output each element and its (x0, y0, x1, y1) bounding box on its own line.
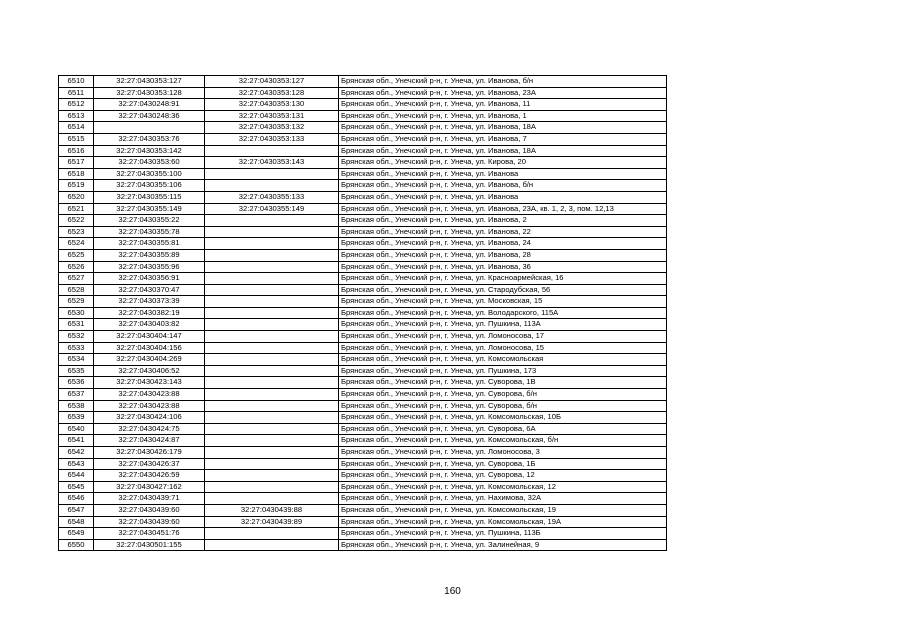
row-number-cell: 6535 (59, 365, 94, 377)
row-number-cell: 6532 (59, 331, 94, 343)
address-cell: Брянская обл., Унечский р-н, г. Унеча, ул. Иванова, 24 (339, 238, 667, 250)
table-row (59, 249, 667, 261)
row-number-cell: 6547 (59, 504, 94, 516)
row-number-cell: 6526 (59, 261, 94, 273)
cadastral-number-cell: 32:27:0430355:81 (94, 238, 205, 250)
building-cadastral-number-cell: 32:27:0430353:128 (205, 87, 339, 99)
row-number-cell: 6511 (59, 87, 94, 99)
row-number-cell: 6548 (59, 516, 94, 528)
row-number-cell: 6537 (59, 389, 94, 401)
address-cell: Брянская обл., Унечский р-н, г. Унеча, ул. Пушкина, 173 (339, 365, 667, 377)
row-number-cell: 6542 (59, 447, 94, 459)
table-row (59, 331, 667, 343)
address-cell: Брянская обл., Унечский р-н, г. Унеча, ул. Иванова, 11 (339, 99, 667, 111)
cadastral-number-cell: 32:27:0430355:115 (94, 191, 205, 203)
cadastral-number-cell: 32:27:0430356:91 (94, 273, 205, 285)
row-number-cell: 6515 (59, 133, 94, 145)
table-row (59, 342, 667, 354)
building-cadastral-number-cell (205, 528, 339, 540)
row-number-cell: 6517 (59, 157, 94, 169)
row-number-cell: 6524 (59, 238, 94, 250)
address-cell: Брянская обл., Унечский р-н, г. Унеча, ул. Пушкина, 113А (339, 319, 667, 331)
cadastral-number-cell: 32:27:0430404:147 (94, 331, 205, 343)
address-cell: Брянская обл., Унечский р-н, г. Унеча, ул. Суворова, 12 (339, 470, 667, 482)
building-cadastral-number-cell: 32:27:0430353:127 (205, 76, 339, 88)
table-row (59, 435, 667, 447)
cadastral-number-cell: 32:27:0430424:106 (94, 412, 205, 424)
table-row (59, 157, 667, 169)
cadastral-number-cell: 32:27:0430355:22 (94, 215, 205, 227)
cadastral-number-cell: 32:27:0430406:52 (94, 365, 205, 377)
table-row (59, 226, 667, 238)
cadastral-number-cell: 32:27:0430355:96 (94, 261, 205, 273)
cadastral-number-cell: 32:27:0430423:88 (94, 400, 205, 412)
address-cell: Брянская обл., Унечский р-н, г. Унеча, ул. Комсомольская, 19А (339, 516, 667, 528)
building-cadastral-number-cell: 32:27:0430353:132 (205, 122, 339, 134)
building-cadastral-number-cell (205, 365, 339, 377)
parcel-table (58, 75, 667, 551)
table-row (59, 133, 667, 145)
table-row (59, 180, 667, 192)
building-cadastral-number-cell (205, 458, 339, 470)
row-number-cell: 6512 (59, 99, 94, 111)
cadastral-number-cell: 32:27:0430248:36 (94, 110, 205, 122)
building-cadastral-number-cell (205, 539, 339, 551)
address-cell: Брянская обл., Унечский р-н, г. Унеча, ул. Ломоносова, 3 (339, 447, 667, 459)
row-number-cell: 6522 (59, 215, 94, 227)
row-number-cell: 6529 (59, 296, 94, 308)
address-cell: Брянская обл., Унечский р-н, г. Унеча, ул. Комсомольская, 19 (339, 504, 667, 516)
address-cell: Брянская обл., Унечский р-н, г. Унеча, ул. Ломоносова, 15 (339, 342, 667, 354)
table-row (59, 389, 667, 401)
row-number-cell: 6521 (59, 203, 94, 215)
address-cell: Брянская обл., Унечский р-н, г. Унеча, ул. Иванова, б/н (339, 76, 667, 88)
address-cell: Брянская обл., Унечский р-н, г. Унеча, ул. Суворова, 1В (339, 377, 667, 389)
building-cadastral-number-cell (205, 296, 339, 308)
cadastral-number-cell: 32:27:0430424:75 (94, 423, 205, 435)
address-cell: Брянская обл., Унечский р-н, г. Унеча, ул. Суворова, 1Б (339, 458, 667, 470)
cadastral-number-cell: 32:27:0430355:100 (94, 168, 205, 180)
table-row (59, 412, 667, 424)
building-cadastral-number-cell (205, 180, 339, 192)
cadastral-number-cell: 32:27:0430426:59 (94, 470, 205, 482)
address-cell: Брянская обл., Унечский р-н, г. Унеча, ул. Красноармейская, 16 (339, 273, 667, 285)
table-row (59, 273, 667, 285)
cadastral-number-cell: 32:27:0430426:37 (94, 458, 205, 470)
cadastral-number-cell: 32:27:0430427:162 (94, 481, 205, 493)
building-cadastral-number-cell (205, 273, 339, 285)
row-number-cell: 6550 (59, 539, 94, 551)
cadastral-number-cell: 32:27:0430355:149 (94, 203, 205, 215)
row-number-cell: 6533 (59, 342, 94, 354)
cadastral-number-cell: 32:27:0430403:82 (94, 319, 205, 331)
cadastral-number-cell: 32:27:0430439:60 (94, 516, 205, 528)
cadastral-number-cell: 32:27:0430423:143 (94, 377, 205, 389)
row-number-cell: 6534 (59, 354, 94, 366)
address-cell: Брянская обл., Унечский р-н, г. Унеча, ул. Ломоносова, 17 (339, 331, 667, 343)
table-row (59, 99, 667, 111)
row-number-cell: 6518 (59, 168, 94, 180)
address-cell: Брянская обл., Унечский р-н, г. Унеча, ул. Иванова, 18А (339, 145, 667, 157)
building-cadastral-number-cell: 32:27:0430355:149 (205, 203, 339, 215)
building-cadastral-number-cell (205, 481, 339, 493)
building-cadastral-number-cell (205, 284, 339, 296)
address-cell: Брянская обл., Унечский р-н, г. Унеча, ул. Московская, 15 (339, 296, 667, 308)
building-cadastral-number-cell (205, 145, 339, 157)
table-row (59, 528, 667, 540)
building-cadastral-number-cell: 32:27:0430439:88 (205, 504, 339, 516)
cadastral-number-cell: 32:27:0430353:127 (94, 76, 205, 88)
cadastral-number-cell: 32:27:0430353:60 (94, 157, 205, 169)
address-cell: Брянская обл., Унечский р-н, г. Унеча, ул. Кирова, 20 (339, 157, 667, 169)
cadastral-number-cell: 32:27:0430355:106 (94, 180, 205, 192)
building-cadastral-number-cell (205, 215, 339, 227)
address-cell: Брянская обл., Унечский р-н, г. Унеча, ул. Иванова (339, 168, 667, 180)
row-number-cell: 6544 (59, 470, 94, 482)
cadastral-number-cell: 32:27:0430439:60 (94, 504, 205, 516)
cadastral-number-cell: 32:27:0430353:76 (94, 133, 205, 145)
building-cadastral-number-cell: 32:27:0430353:143 (205, 157, 339, 169)
cadastral-number-cell: 32:27:0430404:269 (94, 354, 205, 366)
building-cadastral-number-cell (205, 412, 339, 424)
building-cadastral-number-cell (205, 400, 339, 412)
address-cell: Брянская обл., Унечский р-н, г. Унеча, ул. Иванова, 2 (339, 215, 667, 227)
row-number-cell: 6541 (59, 435, 94, 447)
table-row (59, 319, 667, 331)
row-number-cell: 6523 (59, 226, 94, 238)
address-cell: Брянская обл., Унечский р-н, г. Унеча, ул. Иванова, 36 (339, 261, 667, 273)
table-row (59, 76, 667, 88)
row-number-cell: 6527 (59, 273, 94, 285)
table-row (59, 447, 667, 459)
table-row (59, 191, 667, 203)
row-number-cell: 6513 (59, 110, 94, 122)
address-cell: Брянская обл., Унечский р-н, г. Унеча, ул. Суворова, б/н (339, 400, 667, 412)
row-number-cell: 6528 (59, 284, 94, 296)
building-cadastral-number-cell (205, 168, 339, 180)
table-row (59, 423, 667, 435)
cadastral-number-cell: 32:27:0430426:179 (94, 447, 205, 459)
table-row (59, 110, 667, 122)
row-number-cell: 6525 (59, 249, 94, 261)
table-row (59, 307, 667, 319)
building-cadastral-number-cell (205, 238, 339, 250)
row-number-cell: 6531 (59, 319, 94, 331)
building-cadastral-number-cell (205, 261, 339, 273)
table-row (59, 481, 667, 493)
building-cadastral-number-cell (205, 342, 339, 354)
address-cell: Брянская обл., Унечский р-н, г. Унеча, ул. Комсомольская, б/н (339, 435, 667, 447)
table-row (59, 261, 667, 273)
building-cadastral-number-cell (205, 435, 339, 447)
row-number-cell: 6546 (59, 493, 94, 505)
table-row (59, 458, 667, 470)
row-number-cell: 6510 (59, 76, 94, 88)
building-cadastral-number-cell (205, 423, 339, 435)
row-number-cell: 6545 (59, 481, 94, 493)
table-row (59, 365, 667, 377)
row-number-cell: 6516 (59, 145, 94, 157)
row-number-cell: 6520 (59, 191, 94, 203)
cadastral-number-cell: 32:27:0430404:156 (94, 342, 205, 354)
row-number-cell: 6530 (59, 307, 94, 319)
cadastral-number-cell: 32:27:0430451:76 (94, 528, 205, 540)
cadastral-number-cell: 32:27:0430424:87 (94, 435, 205, 447)
row-number-cell: 6539 (59, 412, 94, 424)
address-cell: Брянская обл., Унечский р-н, г. Унеча, ул. Иванова, 18А (339, 122, 667, 134)
table-row (59, 377, 667, 389)
cadastral-number-cell (94, 122, 205, 134)
building-cadastral-number-cell (205, 226, 339, 238)
cadastral-number-cell: 32:27:0430353:142 (94, 145, 205, 157)
address-cell: Брянская обл., Унечский р-н, г. Унеча, ул. Иванова, б/н (339, 180, 667, 192)
address-cell: Брянская обл., Унечский р-н, г. Унеча, ул. Иванова, 1 (339, 110, 667, 122)
building-cadastral-number-cell: 32:27:0430353:133 (205, 133, 339, 145)
row-number-cell: 6543 (59, 458, 94, 470)
table-row (59, 284, 667, 296)
table-row (59, 516, 667, 528)
table-row (59, 354, 667, 366)
cadastral-number-cell: 32:27:0430439:71 (94, 493, 205, 505)
table-row (59, 215, 667, 227)
building-cadastral-number-cell (205, 249, 339, 261)
address-cell: Брянская обл., Унечский р-н, г. Унеча, ул. Иванова (339, 191, 667, 203)
address-cell: Брянская обл., Унечский р-н, г. Унеча, ул. Володарского, 115А (339, 307, 667, 319)
cadastral-number-cell: 32:27:0430373:39 (94, 296, 205, 308)
address-cell: Брянская обл., Унечский р-н, г. Унеча, ул. Иванова, 22 (339, 226, 667, 238)
building-cadastral-number-cell (205, 470, 339, 482)
table-row (59, 238, 667, 250)
row-number-cell: 6519 (59, 180, 94, 192)
address-cell: Брянская обл., Унечский р-н, г. Унеча, ул. Пушкина, 113Б (339, 528, 667, 540)
address-cell: Брянская обл., Унечский р-н, г. Унеча, ул. Иванова, 28 (339, 249, 667, 261)
building-cadastral-number-cell (205, 331, 339, 343)
address-cell: Брянская обл., Унечский р-н, г. Унеча, ул. Нахимова, 32А (339, 493, 667, 505)
cadastral-number-cell: 32:27:0430353:128 (94, 87, 205, 99)
building-cadastral-number-cell (205, 354, 339, 366)
table-row (59, 400, 667, 412)
cadastral-number-cell: 32:27:0430355:89 (94, 249, 205, 261)
cadastral-number-cell: 32:27:0430370:47 (94, 284, 205, 296)
address-cell: Брянская обл., Унечский р-н, г. Унеча, ул. Суворова, 6А (339, 423, 667, 435)
row-number-cell: 6540 (59, 423, 94, 435)
table-row (59, 122, 667, 134)
building-cadastral-number-cell (205, 447, 339, 459)
building-cadastral-number-cell: 32:27:0430355:133 (205, 191, 339, 203)
cadastral-number-cell: 32:27:0430248:91 (94, 99, 205, 111)
page-number: 160 (444, 586, 461, 597)
cadastral-number-cell: 32:27:0430355:78 (94, 226, 205, 238)
address-cell: Брянская обл., Унечский р-н, г. Унеча, ул. Иванова, 23А, кв. 1, 2, 3, пом. 12,13 (339, 203, 667, 215)
address-cell: Брянская обл., Унечский р-н, г. Унеча, ул. Залинейная, 9 (339, 539, 667, 551)
cadastral-number-cell: 32:27:0430382:19 (94, 307, 205, 319)
building-cadastral-number-cell: 32:27:0430353:131 (205, 110, 339, 122)
building-cadastral-number-cell: 32:27:0430353:130 (205, 99, 339, 111)
row-number-cell: 6536 (59, 377, 94, 389)
address-cell: Брянская обл., Унечский р-н, г. Унеча, ул. Комсомольская, 12 (339, 481, 667, 493)
table-row (59, 87, 667, 99)
address-cell: Брянская обл., Унечский р-н, г. Унеча, ул. Иванова, 23А (339, 87, 667, 99)
table-row (59, 539, 667, 551)
building-cadastral-number-cell (205, 389, 339, 401)
building-cadastral-number-cell (205, 493, 339, 505)
table-row (59, 145, 667, 157)
table-row (59, 203, 667, 215)
address-cell: Брянская обл., Унечский р-н, г. Унеча, ул. Суворова, б/н (339, 389, 667, 401)
parcel-table-body (59, 76, 667, 551)
building-cadastral-number-cell (205, 319, 339, 331)
building-cadastral-number-cell (205, 307, 339, 319)
row-number-cell: 6549 (59, 528, 94, 540)
address-cell: Брянская обл., Унечский р-н, г. Унеча, ул. Комсомольская, 10Б (339, 412, 667, 424)
cadastral-number-cell: 32:27:0430423:88 (94, 389, 205, 401)
building-cadastral-number-cell: 32:27:0430439:89 (205, 516, 339, 528)
address-cell: Брянская обл., Унечский р-н, г. Унеча, ул. Стародубская, 56 (339, 284, 667, 296)
table-row (59, 470, 667, 482)
table-row (59, 493, 667, 505)
row-number-cell: 6538 (59, 400, 94, 412)
table-row (59, 504, 667, 516)
row-number-cell: 6514 (59, 122, 94, 134)
cadastral-number-cell: 32:27:0430501:155 (94, 539, 205, 551)
address-cell: Брянская обл., Унечский р-н, г. Унеча, ул. Иванова, 7 (339, 133, 667, 145)
table-row (59, 168, 667, 180)
table-row (59, 296, 667, 308)
building-cadastral-number-cell (205, 377, 339, 389)
address-cell: Брянская обл., Унечский р-н, г. Унеча, ул. Комсомольская (339, 354, 667, 366)
